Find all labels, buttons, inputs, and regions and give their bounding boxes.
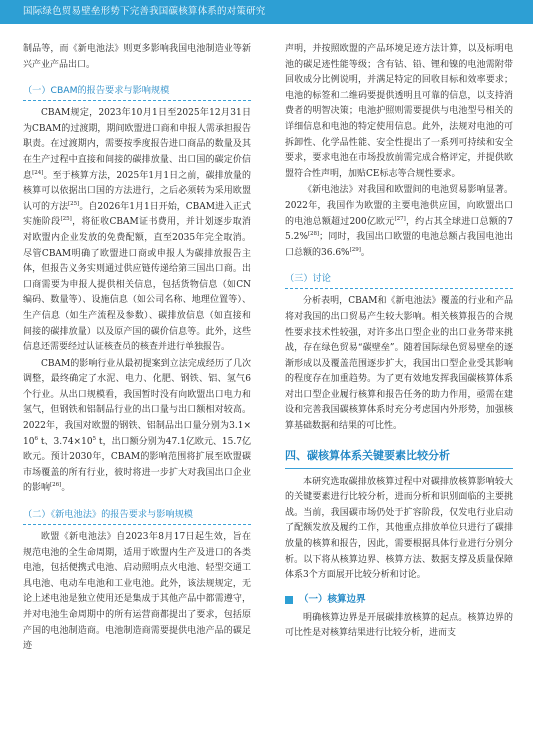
subsection-heading-battery: （二）《新电池法》的报告要求与影响规模 — [23, 507, 251, 525]
running-title: 国际绿色贸易壁垒形势下完善我国碳核算体系的对策研究 — [23, 6, 266, 17]
paragraph: CBAM规定，2023年10月1日至2025年12月31日为CBAM的过渡期，期间欧盟进口商和申报人需承担报告职责。在过渡期内，需要按季度报告进口商品的数量及其在生产过程中直接和间接的碳排放量、出口国的碳定价信息[24]。至于核算方法，2025年1月1日之前，碳排放量的核算可以依据出口国的方法进行，之后必须转为采用欧盟认可的方法[25]。自2026年1月1日开始，CBAM进入正式实施阶段[25]，将征收CBAM证书费用，并计划逐步取消对欧盟内企业发放的免费配额，直至2035年完全取消。尽管CBAM明确了欧盟进口商或申报人为碳排放报告主体，但报告义务实则通过供应链传递给第三国出口商。出口商需要为申报人提供相关信息，包括货物信息（如CN编码、数量等）、设施信息（如公司名称、地理位置等）、生产信息（如生产流程及参数）、碳排放信息（如直接和间接的碳排放量）以及原产国的碳价信息等。此外，这些信息还需要经过认证核查员的核查并进行单独报告。 — [23, 108, 251, 353]
right-column — [285, 42, 513, 643]
paragraph: 声明，并按照欧盟的产品环境足迹方法计算，以及标明电池的碳足迹性能等级；含有钴、铅、锂和镍的电池需附带回收成分比例说明，并满足特定的回收目标和效率要求；电池的标签和二维码要提供透明且可靠的信息，以支持消费者的明智决策；电池护照则需要提供与电池型号相关的详细信息和电池的特定使用信息。此外，法规对电池的可拆卸性、化学品性能、安全性提出了一系列可持续和安全要求，要求电池在市场投放前需完成合格评定，并提供欧盟符合性声明，加贴CE标志等合规性要求。 — [285, 44, 513, 179]
citation: [28] — [307, 231, 320, 238]
section-heading: 四、碳核算体系关键要素比较分析 — [285, 447, 513, 469]
minor-heading-text: （一）核算边界 — [299, 593, 366, 605]
left-column — [23, 42, 251, 656]
paragraph: 明确核算边界是开展碳排放核算的起点。核算边界的可比性是对核算结果进行比较分析，进而支 — [285, 612, 513, 639]
citation: [26] — [50, 482, 62, 489]
paragraph: 欧盟《新电池法》自2023年8月17日起生效，旨在规范电池的全生命周期，适用于欧盟内生产及进口的各类电池，包括便携式电池、启动照明点火电池、轻型交通工具电池、电动车电池和工业电池。此外，该法规规定，无论上述电池是独立使用还是集成于其他产品中都需遵守，并对电池生命周期中的所有运营商都提出了要求，包括原产国的电池制造商。电池制造商需要提供电池产品的碳足迹 — [23, 532, 251, 652]
paragraph: 制品等，而《新电池法》则更多影响我国电池制造业等新兴产业产品出口。 — [23, 44, 251, 70]
citation: [24] — [32, 169, 44, 176]
paragraph: 《新电池法》对我国和欧盟间的电池贸易影响显著。2022年，我国作为欧盟的主要电池供应国，向欧盟出口的电池总额超过200亿欧元[27]，约占其全球进口总额的75.2%[28]；同时，我国出口欧盟的电池总额占我国电池出口总额的36.6%[29]。 — [285, 185, 513, 258]
square-bullet-icon — [285, 596, 293, 604]
citation: [29] — [349, 246, 361, 253]
paragraph: 分析表明，CBAM和《新电池法》覆盖的行业和产品将对我国的出口贸易产生较大影响。相关核算报告的合规性要求技术性较强，对许多出口型企业的出口业务带来挑战，存在绿色贸易“碳壁垒”。随着国际绿色贸易壁垒的逐渐形成以及覆盖范围逐步扩大，我国出口型企业受其影响的程度存在加重趋势。为了更有效地发挥我国碳核算体系对出口型企业履行核算和报告任务的助力作用，亟需在建设和完善我国碳核算体系时充分考虑国内外形势，加强核算基础数据和结果的可比性。 — [285, 296, 513, 432]
paragraph: CBAM的影响行业从最初提案到立法完成经历了几次调整，最终确定了水泥、电力、化肥、钢铁、铝、氢气6个行业。从出口规模看，我国暂时没有向欧盟出口电力和氢气，但钢铁和铝制品行业的出口量与出口额相对较高。2022年，我国对欧盟的钢铁、铝制品出口量分别为$3.1\times 10^6$ t、$3.74\times 10^5$ t，出口额分别为47.1亿欧元、15.7亿欧元。预计2030年，CBAM的影响范围将扩展至欧盟碳市场覆盖的所有行业，彼时将进一步扩大对我国出口企业的影响[26]。 — [23, 358, 251, 494]
subsection-heading-cbam: （一）CBAM的报告要求与影响规模 — [23, 83, 251, 101]
citation: [25] — [68, 200, 80, 207]
minor-heading — [285, 592, 513, 608]
subsection-heading-discussion: （三）讨论 — [285, 271, 513, 289]
running-header — [0, 0, 533, 24]
paragraph: 本研究选取碳排放核算过程中对碳排放核算影响较大的关键要素进行比较分析，进而分析和识别面临的主要挑战。当前，我国碳市场仍处于扩容阶段，仅发电行业启动了配额发放及履约工作，其他重点排放单位只进行了碳排放量的核算和报告，因此，需要根据具体行业进行分别分析。以下将从核算边界、核算方法、数据支撑及质量保障体系3个方面展开比较分析和讨论。 — [285, 476, 513, 581]
citation: [27] — [394, 215, 406, 222]
citation: [25] — [60, 216, 72, 223]
